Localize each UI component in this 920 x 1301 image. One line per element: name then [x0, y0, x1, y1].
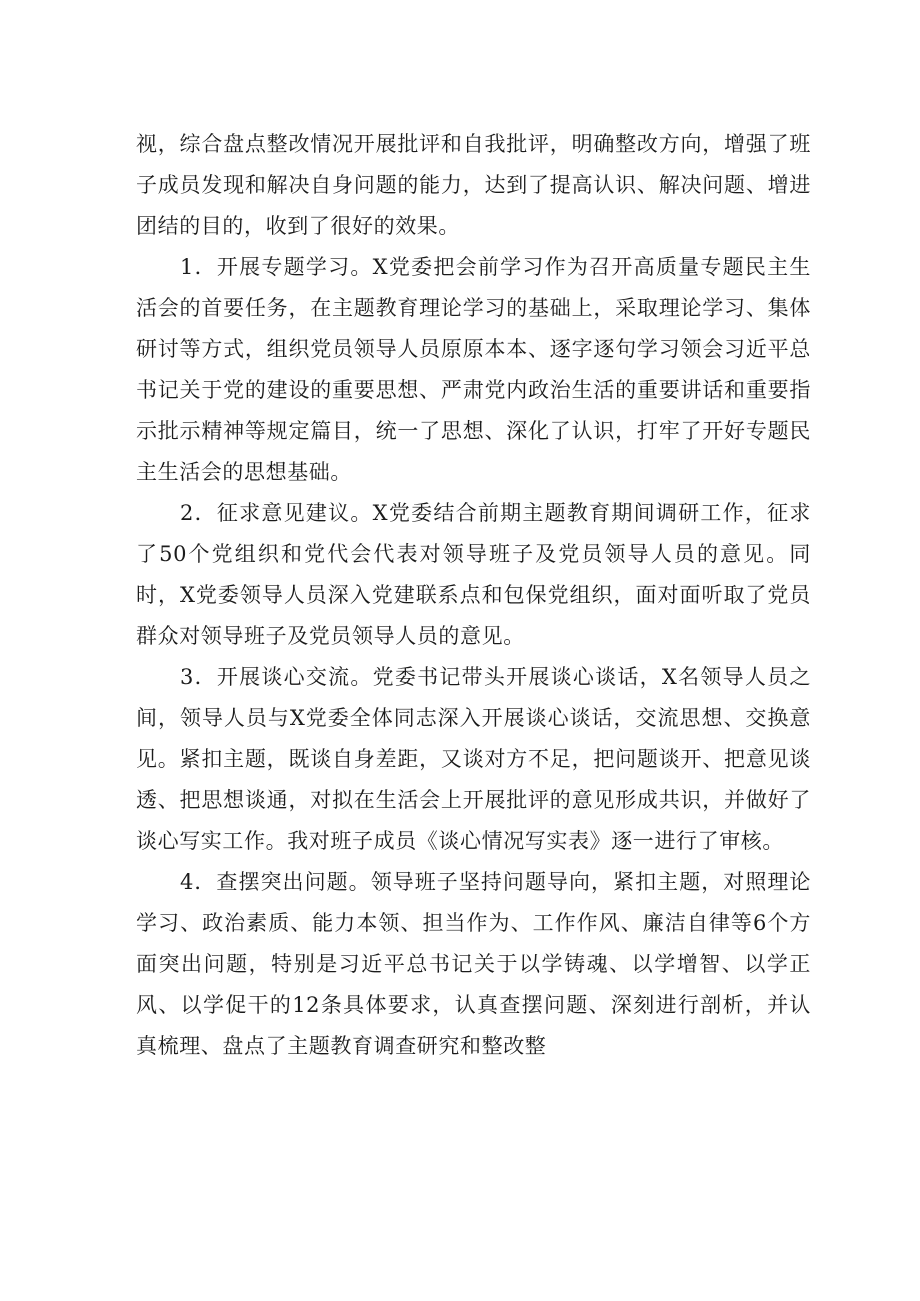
paragraph-item-3-heart-to-heart-talks: 3．开展谈心交流。党委书记带头开展谈心谈话，X名领导人员之间，领导人员与X党委全体同志深入开展谈心谈话，交流思想、交换意见。紧扣主题，既谈自身差距，又谈对方不足，把问题谈开、把意见谈透、把思想谈通，对拟在生活会上开展批评的意见形成共识，并做好了谈心写实工作。我对班子成员《谈心情况写实表》逐一进行了审核。: [136, 665, 811, 853]
paragraph-intro-continuation: 视，综合盘点整改情况开展批评和自我批评，明确整改方向，增强了班子成员发现和解决自身问题的能力，达到了提高认识、解决问题、增进团结的目的，收到了很好的效果。: [136, 132, 811, 238]
paragraph-item-4-identify-problems: 4．查摆突出问题。领导班子坚持问题导向，紧扣主题，对照理论学习、政治素质、能力本领、担当作为、工作作风、廉洁自律等6个方面突出问题，特别是习近平总书记关于以学铸魂、以学增智、以学正风、以学促干的12条具体要求，认真查摆问题、深刻进行剖析，并认真梳理、盘点了主题教育调查研究和整改整: [136, 870, 811, 1058]
paragraph-item-2-solicit-opinions: 2．征求意见建议。X党委结合前期主题教育期间调研工作，征求了50个党组织和党代会代表对领导班子及党员领导人员的意见。同时，X党委领导人员深入党建联系点和包保党组织，面对面听取了党员群众对领导班子及党员领导人员的意见。: [136, 501, 811, 648]
paragraph-item-1-special-study: 1．开展专题学习。X党委把会前学习作为召开高质量专题民主生活会的首要任务，在主题教育理论学习的基础上，采取理论学习、集体研讨等方式，组织党员领导人员原原本本、逐字逐句学习领会习近平总书记关于党的建设的重要思想、严肃党内政治生活的重要讲话和重要指示批示精神等规定篇目，统一了思想、深化了认识，打牢了开好专题民主生活会的思想基础。: [136, 255, 811, 484]
document-body: [136, 124, 811, 1067]
